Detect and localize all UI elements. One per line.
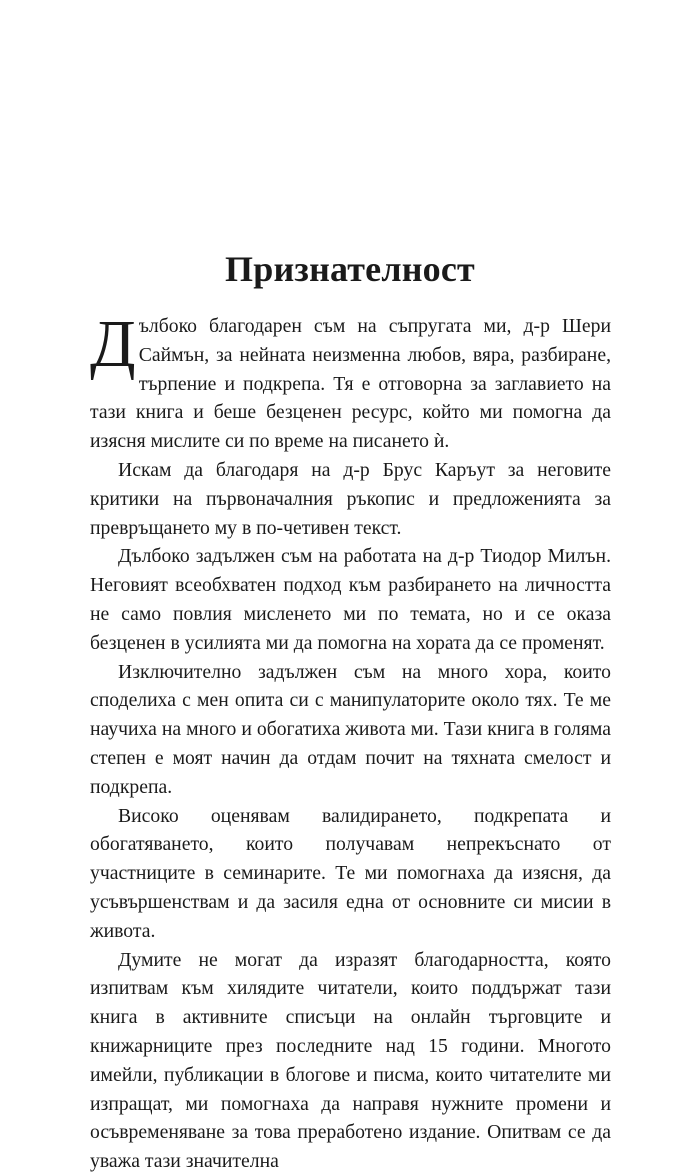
paragraph-1 (90, 307, 611, 456)
paragraph-3: Дълбоко задължен съм на работата на д-р Тиодор Милън. Неговият всеобхватен подход към разбирането на личността не само повлия мисленето ми по темата, но и се оказа безценен в усилията ми да помогна на хората да се променят. (90, 545, 611, 654)
drop-cap: Д (90, 307, 136, 381)
paragraph-5: Високо оценявам валидирането, подкрепата и обогатяването, които получавам непрекъснато от участниците в семинарите. Те ми помогнаха да изясня, да усъвършенствам и да засиля една от основните си мисии в живота. (90, 804, 611, 942)
paragraph-2: Искам да благодаря на д-р Брус Каръут за неговите критики на първоначалния ръкопис и предложенията за превръщането му в по-четивен текст. (90, 458, 611, 539)
acknowledgments-text (90, 307, 611, 1176)
paragraph-4: Изключително задължен съм на много хора, които споделиха с мен опита си с манипулаторите около тях. Те ме научиха на много и обогатиха живота ми. Тази книга в голяма степен е моят начин да отдам почит на тяхната смелост и подкрепа. (90, 660, 611, 798)
paragraph-6: Думите не могат да изразят благодарността, която изпитвам към хилядите читатели, които поддържат тази книга в активните списъци на онлайн търговците и книжарниците през последните над 15 години. Многото имейли, публикации в блогове и писма, които читателите ми изпращат, ми помогнаха да направя нужните промени и осъвременяване за това преработено издание. Опитвам се да уважа тази значителна (90, 948, 611, 1173)
paragraph-1-text: ълбоко благодарен съм на съпругата ми, д-р Шери Саймън, за нейната неизменна любов, вяра, разбиране, търпение и подкрепа. Тя е отговорна за заглавието на тази книга и беше безценен ресурс, който ми помогна да изясня мислите си по време на писането ѝ. (90, 315, 611, 453)
chapter-heading: Признателност (225, 249, 475, 289)
